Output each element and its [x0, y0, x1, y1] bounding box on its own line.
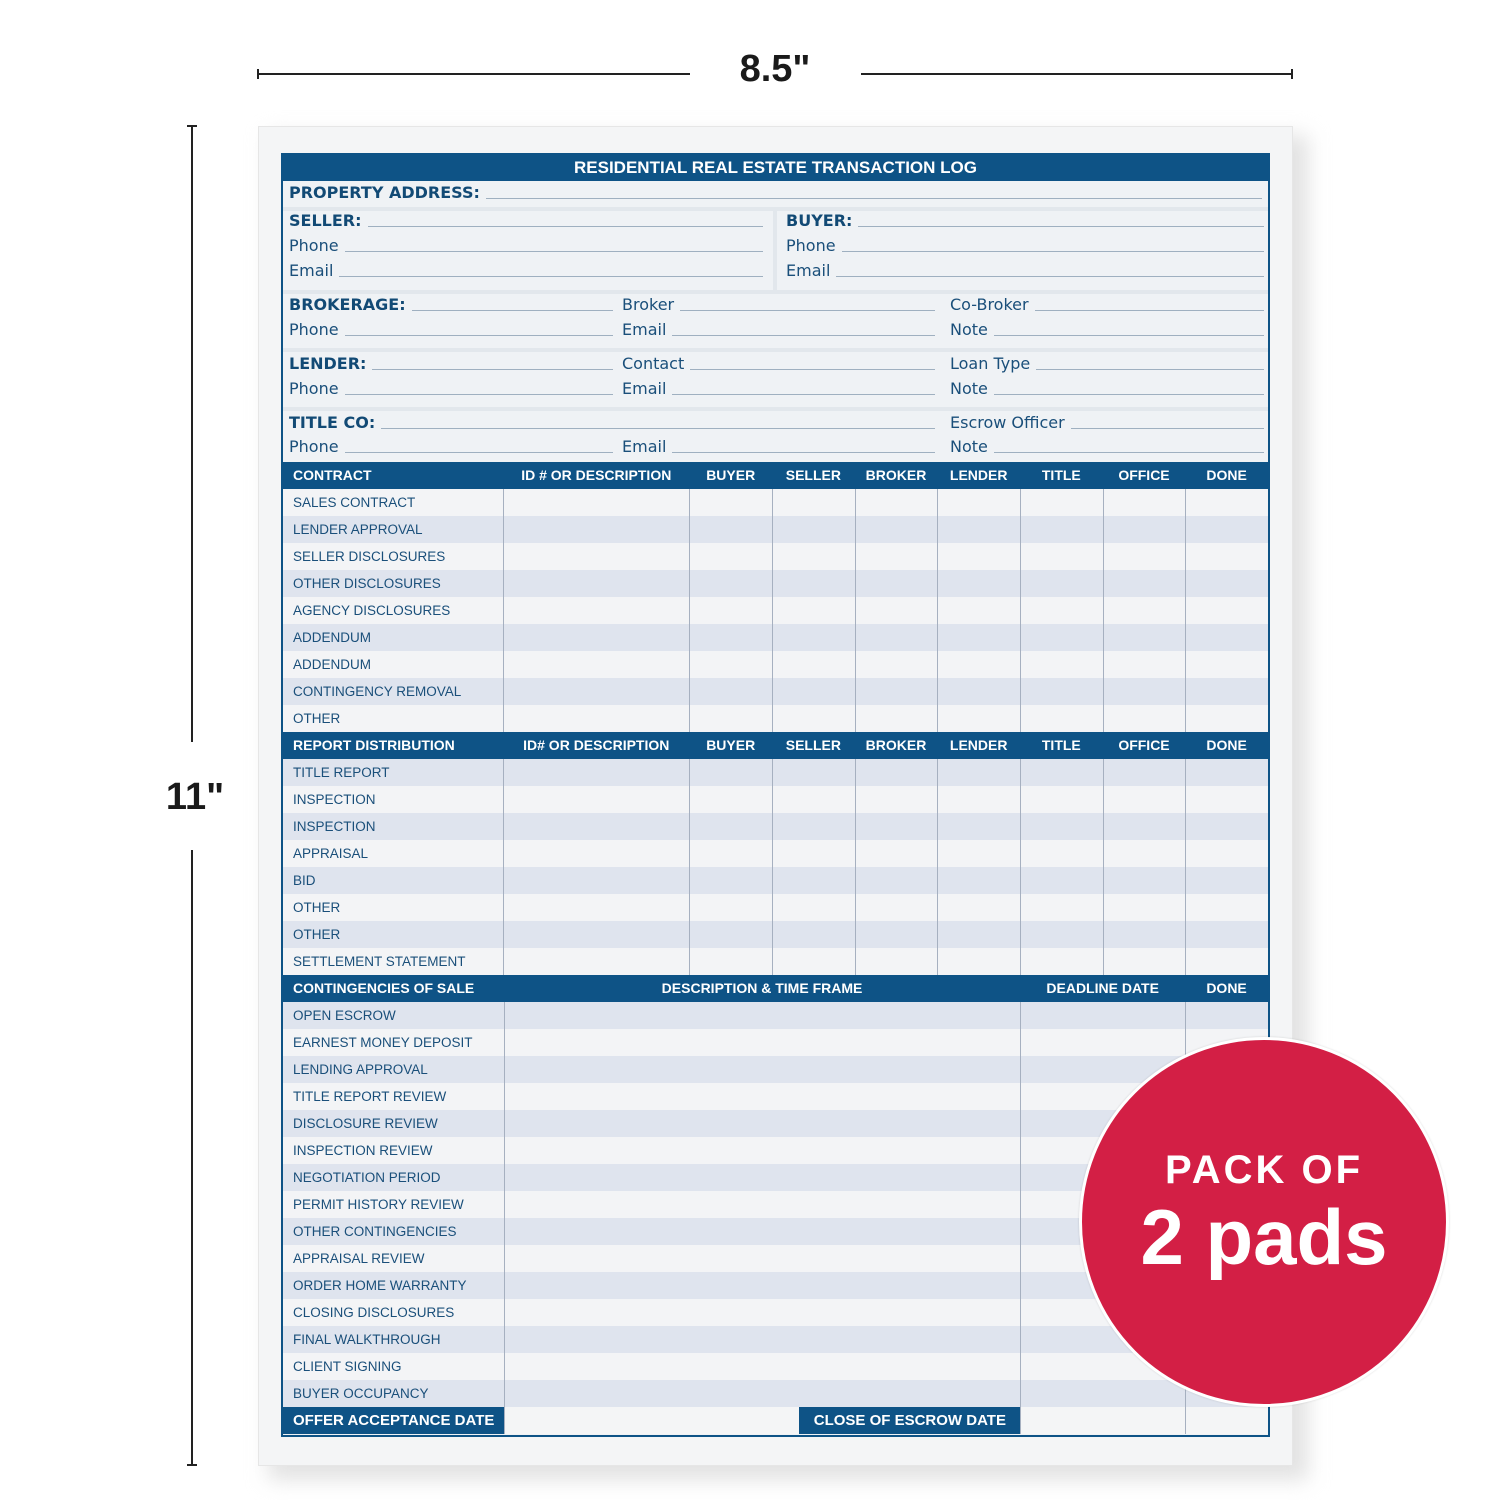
brokerage-name-field[interactable]: BROKERAGE: — [289, 295, 613, 315]
divider — [283, 348, 1268, 352]
table-row[interactable]: TITLE REPORT — [283, 759, 1268, 786]
height-dimension-tick-bottom — [187, 1464, 197, 1466]
title-co-email-field[interactable]: Email — [622, 437, 935, 457]
divider — [773, 211, 777, 290]
report-table-body — [283, 759, 1268, 975]
brokerage-phone-field[interactable]: Phone — [289, 320, 613, 340]
table-row[interactable]: OTHER — [283, 705, 1268, 732]
table-row[interactable]: BUYER OCCUPANCY — [283, 1380, 1268, 1407]
lender-contact-field[interactable]: Contact — [622, 354, 935, 374]
title-co-phone-field[interactable]: Phone — [289, 437, 613, 457]
table-row[interactable]: OTHER — [283, 894, 1268, 921]
buyer-email-field[interactable]: Email — [786, 261, 1264, 281]
table-row[interactable]: FINAL WALKTHROUGH — [283, 1326, 1268, 1353]
contract-table-header: CONTRACT ID # OR DESCRIPTION BUYER SELLER BROKER LENDER TITLE OFFICE DONE — [283, 462, 1268, 489]
width-dimension-tick-left — [257, 69, 259, 79]
width-dimension-line-left — [258, 73, 690, 75]
report-table-header: REPORT DISTRIBUTION ID# OR DESCRIPTION BUYER SELLER BROKER LENDER TITLE OFFICE DONE — [283, 732, 1268, 759]
contract-table — [283, 462, 1268, 732]
table-row[interactable]: APPRAISAL REVIEW — [283, 1245, 1268, 1272]
table-row[interactable]: TITLE REPORT REVIEW — [283, 1083, 1268, 1110]
width-dimension-tick-right — [1291, 69, 1293, 79]
table-row[interactable]: NEGOTIATION PERIOD — [283, 1164, 1268, 1191]
lender-note-field[interactable]: Note — [950, 379, 1264, 399]
lender-email-field[interactable]: Email — [622, 379, 935, 399]
table-row[interactable]: OTHER — [283, 921, 1268, 948]
table-row[interactable]: BID — [283, 867, 1268, 894]
width-dimension-line-right — [861, 73, 1293, 75]
lender-phone-field[interactable]: Phone — [289, 379, 613, 399]
table-row[interactable]: SELLER DISCLOSURES — [283, 543, 1268, 570]
table-row[interactable]: APPRAISAL — [283, 840, 1268, 867]
report-distribution-table — [283, 732, 1268, 975]
table-row[interactable]: ADDENDUM — [283, 624, 1268, 651]
width-dimension-label: 8.5" — [739, 48, 811, 90]
seller-name-field[interactable]: SELLER: — [289, 211, 763, 231]
table-row[interactable]: AGENCY DISCLOSURES — [283, 597, 1268, 624]
table-row[interactable]: OTHER CONTINGENCIES — [283, 1218, 1268, 1245]
dates-footer-row — [283, 1407, 1268, 1434]
height-dimension-line-bottom — [191, 850, 193, 1466]
contingencies-table-header: CONTINGENCIES OF SALE DESCRIPTION & TIME FRAME DEADLINE DATE DONE — [283, 975, 1268, 1002]
offer-acceptance-date-field[interactable] — [504, 1407, 800, 1434]
table-row[interactable]: CLIENT SIGNING — [283, 1353, 1268, 1380]
close-of-escrow-done-field[interactable] — [1185, 1407, 1268, 1434]
loan-type-field[interactable]: Loan Type — [950, 354, 1264, 374]
title-co-note-field[interactable]: Note — [950, 437, 1264, 457]
close-of-escrow-date-label: CLOSE OF ESCROW DATE — [799, 1407, 1020, 1434]
table-row[interactable]: OTHER DISCLOSURES — [283, 570, 1268, 597]
property-address-field[interactable]: PROPERTY ADDRESS: — [289, 183, 1262, 203]
table-row[interactable]: OPEN ESCROW — [283, 1002, 1268, 1029]
buyer-name-field[interactable]: BUYER: — [786, 211, 1264, 231]
co-broker-field[interactable]: Co-Broker — [950, 295, 1264, 315]
table-row[interactable]: SALES CONTRACT — [283, 489, 1268, 516]
broker-field[interactable]: Broker — [622, 295, 935, 315]
escrow-officer-field[interactable]: Escrow Officer — [950, 413, 1264, 433]
table-row[interactable]: LENDING APPROVAL — [283, 1056, 1268, 1083]
table-row[interactable]: INSPECTION — [283, 786, 1268, 813]
table-row[interactable]: ADDENDUM — [283, 651, 1268, 678]
divider — [283, 290, 1268, 294]
table-row[interactable]: DISCLOSURE REVIEW — [283, 1110, 1268, 1137]
height-dimension-line-top — [191, 126, 193, 742]
table-row[interactable]: INSPECTION REVIEW — [283, 1137, 1268, 1164]
contract-table-body — [283, 489, 1268, 732]
table-row[interactable]: CONTINGENCY REMOVAL — [283, 678, 1268, 705]
form-title: RESIDENTIAL REAL ESTATE TRANSACTION LOG — [283, 155, 1268, 181]
table-row[interactable]: CLOSING DISCLOSURES — [283, 1299, 1268, 1326]
table-row[interactable]: EARNEST MONEY DEPOSIT — [283, 1029, 1268, 1056]
height-dimension-tick-top — [187, 125, 197, 127]
table-row[interactable]: ORDER HOME WARRANTY — [283, 1272, 1268, 1299]
table-row[interactable]: SETTLEMENT STATEMENT — [283, 948, 1268, 975]
table-row[interactable]: INSPECTION — [283, 813, 1268, 840]
divider — [283, 407, 1268, 411]
lender-name-field[interactable]: LENDER: — [289, 354, 613, 374]
pack-of-2-pads-badge: PACK OF 2 pads — [1079, 1037, 1449, 1407]
offer-acceptance-date-label: OFFER ACCEPTANCE DATE — [283, 1407, 504, 1434]
table-row[interactable]: LENDER APPROVAL — [283, 516, 1268, 543]
table-row[interactable]: PERMIT HISTORY REVIEW — [283, 1191, 1268, 1218]
close-of-escrow-date-field[interactable] — [1020, 1407, 1185, 1434]
buyer-phone-field[interactable]: Phone — [786, 236, 1264, 256]
seller-phone-field[interactable]: Phone — [289, 236, 763, 256]
brokerage-email-field[interactable]: Email — [622, 320, 935, 340]
height-dimension-label: 11" — [165, 776, 225, 818]
title-co-name-field[interactable]: TITLE CO: — [289, 413, 935, 433]
seller-email-field[interactable]: Email — [289, 261, 763, 281]
brokerage-note-field[interactable]: Note — [950, 320, 1264, 340]
